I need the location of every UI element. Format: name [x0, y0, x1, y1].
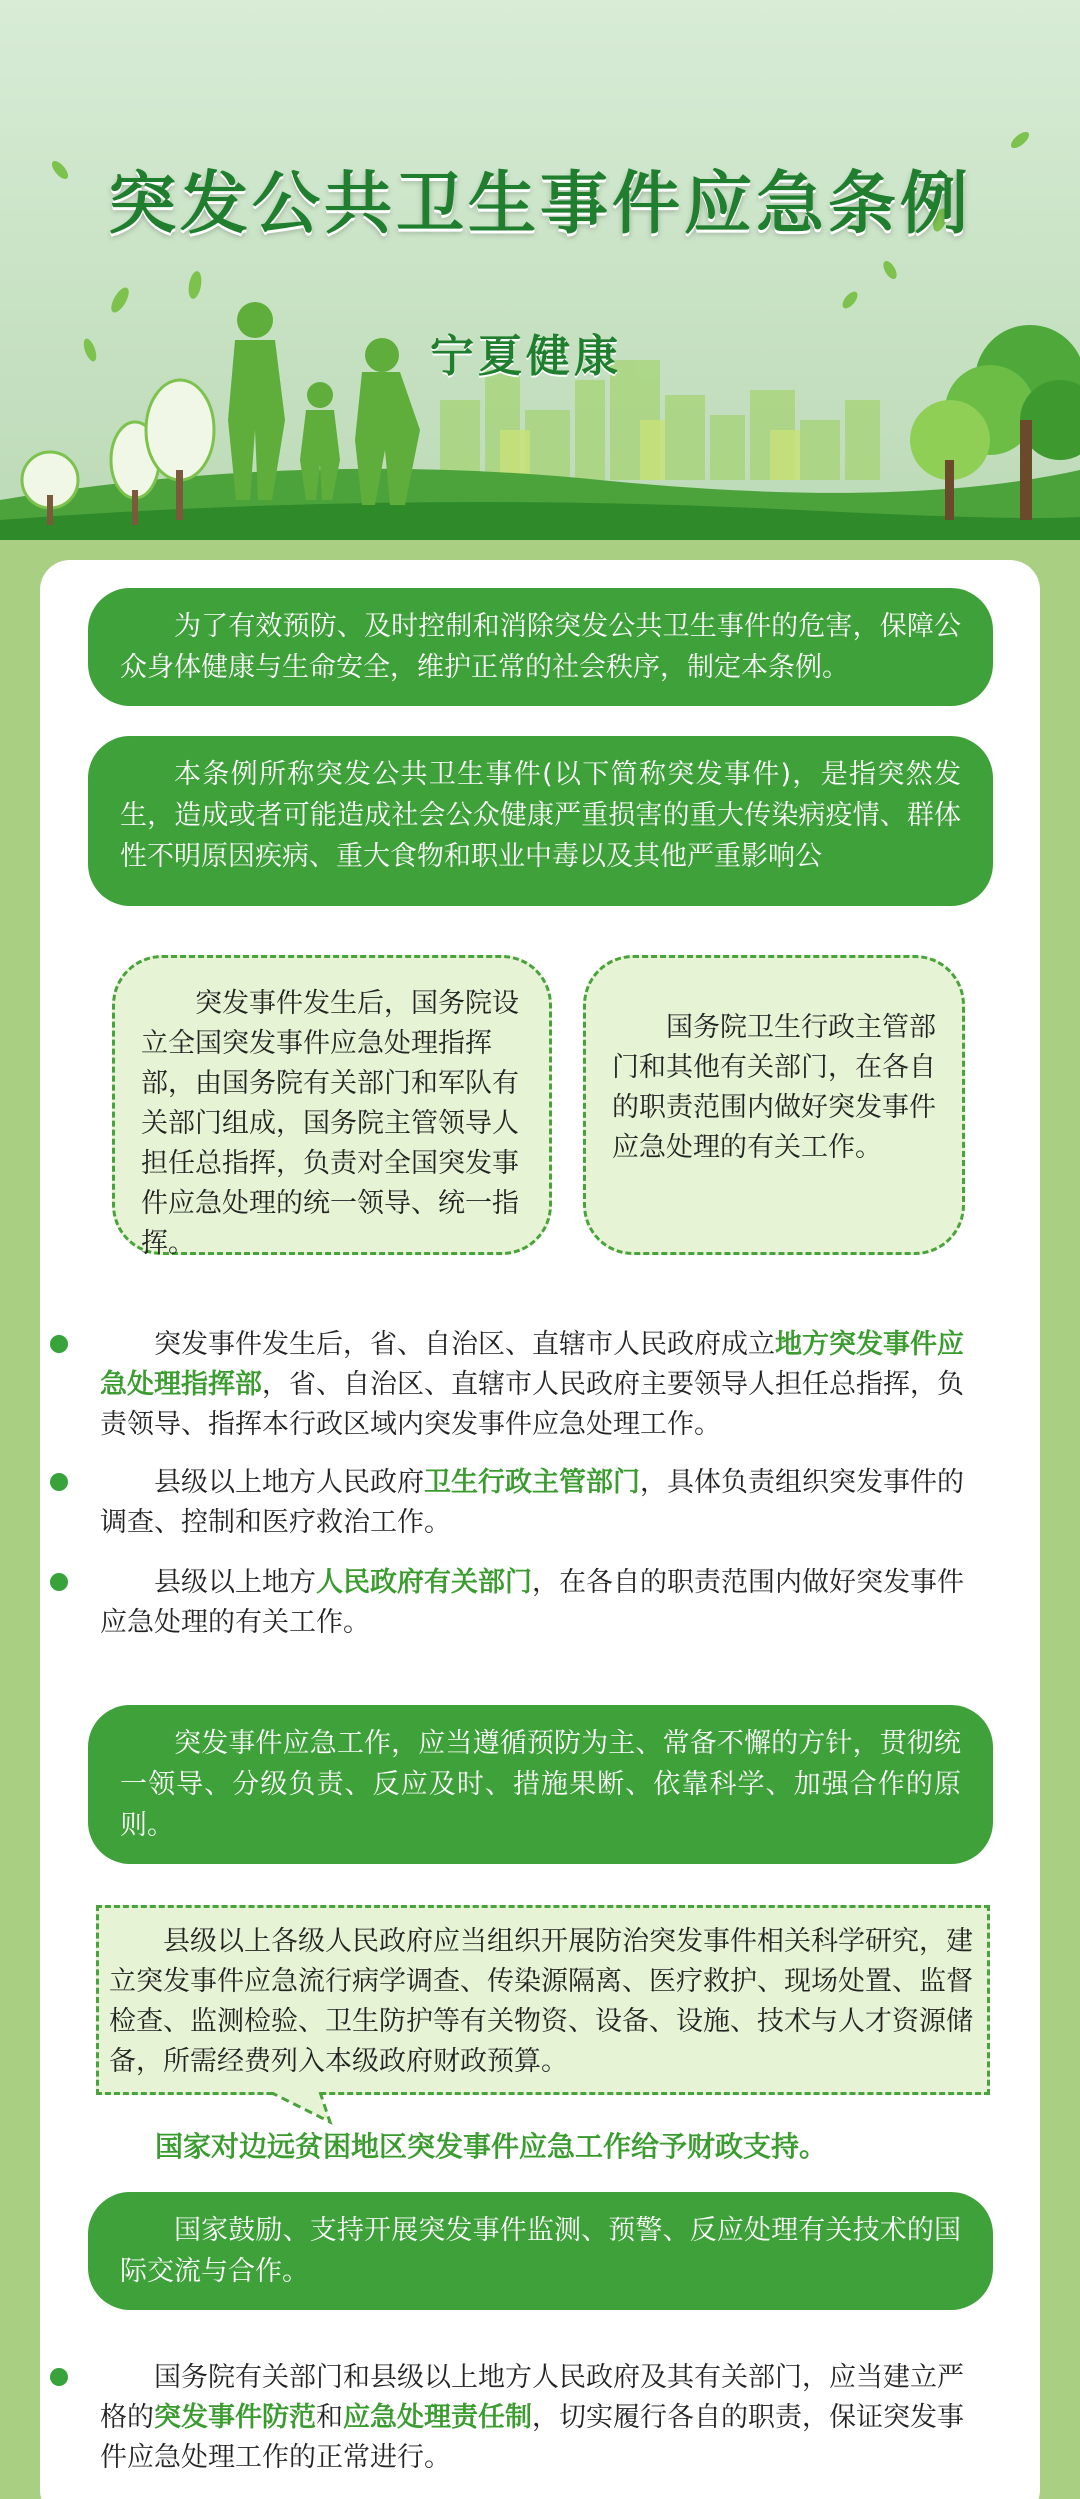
list-item — [50, 1563, 990, 1643]
bullet-dot — [50, 2368, 68, 2386]
header-illustration — [0, 0, 1080, 540]
bullet-text — [100, 1463, 990, 1543]
bullet-text-mid: 和 — [316, 2402, 343, 2433]
international-pill: 国家鼓励、支持开展突发事件监测、预警、反应处理有关技术的国际交流与合作。 — [88, 2192, 993, 2310]
national-command-box: 突发事件发生后，国务院设立全国突发事件应急处理指挥部，由国务院有关部门和军队有关部门组成，国务院主管领导人担任总指挥，负责对全国突发事件应急处理的统一领导、统一指挥。 — [112, 955, 552, 1255]
page-subtitle: 宁夏健康 — [430, 331, 622, 382]
callout-pointer — [270, 2092, 340, 2128]
bullet-text — [100, 2358, 990, 2478]
definition-pill: 本条例所称突发公共卫生事件(以下简称突发事件)，是指突然发生，造成或者可能造成社会公众健康严重损害的重大传染病疫情、群体性不明原因疾病、重大食物和职业中毒以及其他严重影响公 — [88, 736, 993, 906]
financial-support-text: 国家对边远贫困地区突发事件应急工作给予财政支持。 — [155, 2130, 828, 2163]
bullet-dot — [50, 1473, 68, 1491]
bullet-text-pre: 县级以上地方 — [154, 1567, 316, 1598]
list-item — [50, 2358, 990, 2478]
header-banner — [0, 0, 1080, 540]
bullet-text — [100, 1563, 990, 1643]
bullet-text-pre: 国务院有关部门和县级以上地方人民政府及其有关部门，应当建立严格的 — [100, 2362, 964, 2433]
bullet-dot — [50, 1335, 68, 1353]
bullet-text-post: ，省、自治区、直辖市人民政府主要领导人担任总指挥，负责领导、指挥本行政区域内突发事件应急处理工作。 — [100, 1369, 964, 1440]
purpose-pill: 为了有效预防、及时控制和消除突发公共卫生事件的危害，保障公众身体健康与生命安全，维护正常的社会秩序，制定本条例。 — [88, 588, 993, 706]
principle-pill: 突发事件应急工作，应当遵循预防为主、常备不懈的方针，贯彻统一领导、分级负责、反应及时、措施果断、依靠科学、加强合作的原则。 — [88, 1705, 993, 1864]
bullet-dot — [50, 1573, 68, 1591]
bullet-text — [100, 1325, 990, 1445]
bullet-text-pre: 县级以上地方人民政府 — [154, 1467, 424, 1498]
bullet-highlight: 突发事件防范 — [154, 2402, 316, 2433]
bullet-text-post: ，切实履行各自的职责，保证突发事件应急处理工作的正常进行。 — [100, 2402, 964, 2473]
bullet-text-pre: 突发事件发生后，省、自治区、直辖市人民政府成立 — [154, 1329, 775, 1360]
bullet-highlight: 应急处理责任制 — [343, 2402, 532, 2433]
bullet-highlight: 地方突发事件应急处理指挥部 — [100, 1329, 964, 1400]
list-item — [50, 1463, 990, 1543]
research-box: 县级以上各级人民政府应当组织开展防治突发事件相关科学研究，建立突发事件应急流行病学调查、传染源隔离、医疗救护、现场处置、监督检查、监测检验、卫生防护等有关物资、设备、设施、技术与人才资源储备，所需经费列入本级政府财政预算。 — [96, 1905, 990, 2095]
bullet-highlight: 人民政府有关部门 — [316, 1567, 532, 1598]
bullet-text-post: ，具体负责组织突发事件的调查、控制和医疗救治工作。 — [100, 1467, 964, 1538]
list-item — [50, 1325, 990, 1445]
page-title: 突发公共卫生事件应急条例 — [107, 165, 972, 244]
bullet-text-post: ，在各自的职责范围内做好突发事件应急处理的有关工作。 — [100, 1567, 964, 1638]
bullet-highlight: 卫生行政主管部门 — [424, 1467, 640, 1498]
health-dept-box: 国务院卫生行政主管部门和其他有关部门，在各自的职责范围内做好突发事件应急处理的有关工作。 — [583, 955, 965, 1255]
